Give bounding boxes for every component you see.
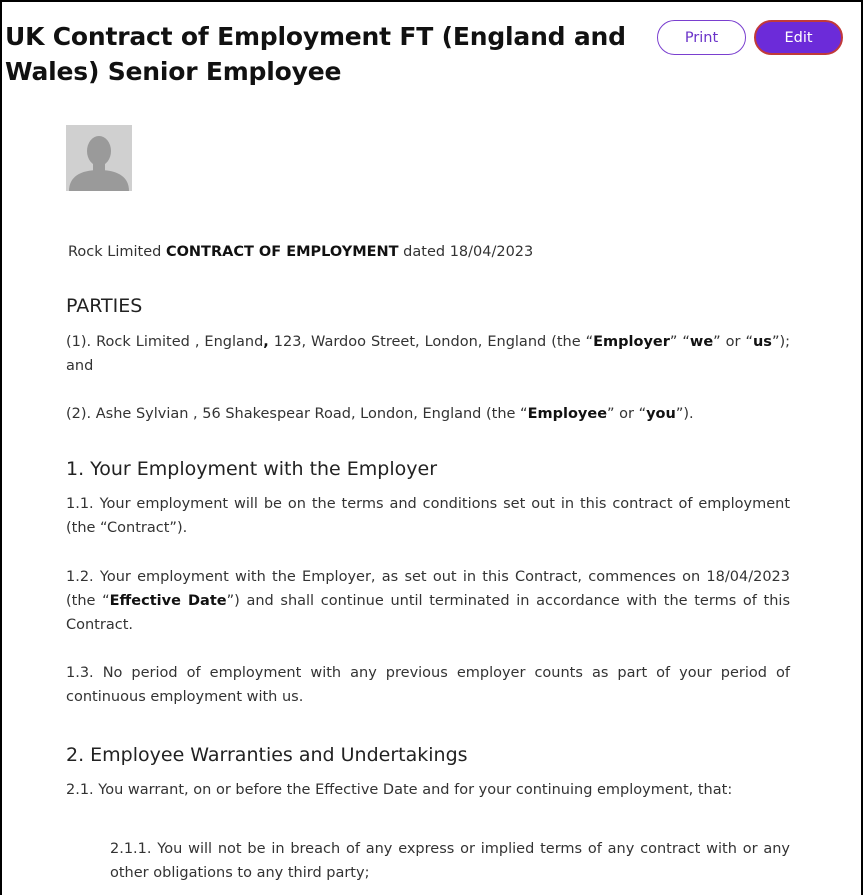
clause-1-2-prefix: 1.2. Your employment with the Employer, as set out in this Contract, commences on 18/04/2023 (the “ xyxy=(66,569,790,609)
party-1-mid-1: ” “ xyxy=(669,334,690,350)
party-2-prefix: (2). Ashe Sylvian , 56 Shakespear Road, London, England (the “ xyxy=(66,406,528,422)
party-2-suffix: ”). xyxy=(675,406,694,422)
us-term: us xyxy=(752,334,772,350)
party-1-prefix: (1). Rock Limited , England xyxy=(66,334,264,350)
intro-dated-label: dated xyxy=(403,244,446,260)
avatar xyxy=(66,125,132,191)
edit-button[interactable]: Edit xyxy=(754,20,843,55)
clause-1-3: 1.3. No period of employment with any previous employer counts as part of your period of continuous employment with us. xyxy=(66,665,790,705)
section-2-heading: 2. Employee Warranties and Undertakings xyxy=(66,744,468,766)
page-title: UK Contract of Employment FT (England and Wales) Senior Employee xyxy=(5,22,626,86)
party-1-address: 123, Wardoo Street, London, England (the “ xyxy=(268,334,594,350)
intro-company: Rock Limited xyxy=(68,244,162,260)
you-term: you xyxy=(646,406,676,422)
clause-2-1: 2.1. You warrant, on or before the Effective Date and for your continuing employment, that: xyxy=(66,782,733,798)
parties-heading: PARTIES xyxy=(66,295,143,317)
intro-heading: CONTRACT OF EMPLOYMENT xyxy=(165,244,399,260)
party-1-comma: , xyxy=(263,334,269,350)
document-intro xyxy=(68,240,792,264)
intro-date: 18/04/2023 xyxy=(449,244,534,260)
employee-term: Employee xyxy=(527,406,608,422)
party-1-suffix: ”); and xyxy=(66,334,791,374)
party-1 xyxy=(66,330,790,378)
party-1-mid-2: ” or “ xyxy=(713,334,753,350)
person-silhouette-icon xyxy=(66,125,132,191)
party-2 xyxy=(66,402,790,426)
clause-1-2 xyxy=(66,565,790,637)
effective-date-term: Effective Date xyxy=(109,593,227,609)
clause-1-1: 1.1. Your employment will be on the terms and conditions set out in this contract of employment (the “Contract”). xyxy=(66,496,790,536)
party-2-mid: ” or “ xyxy=(607,406,647,422)
clause-1-2-suffix: ”) and shall continue until terminated in accordance with the terms of this Contract. xyxy=(66,593,791,633)
clause-2-1-1: 2.1.1. You will not be in breach of any express or implied terms of any contract with or any other obligations to any third party; xyxy=(110,841,790,881)
employer-term: Employer xyxy=(593,334,670,350)
section-1-heading: 1. Your Employment with the Employer xyxy=(66,458,438,480)
print-button[interactable]: Print xyxy=(657,20,746,55)
we-term: we xyxy=(689,334,714,350)
